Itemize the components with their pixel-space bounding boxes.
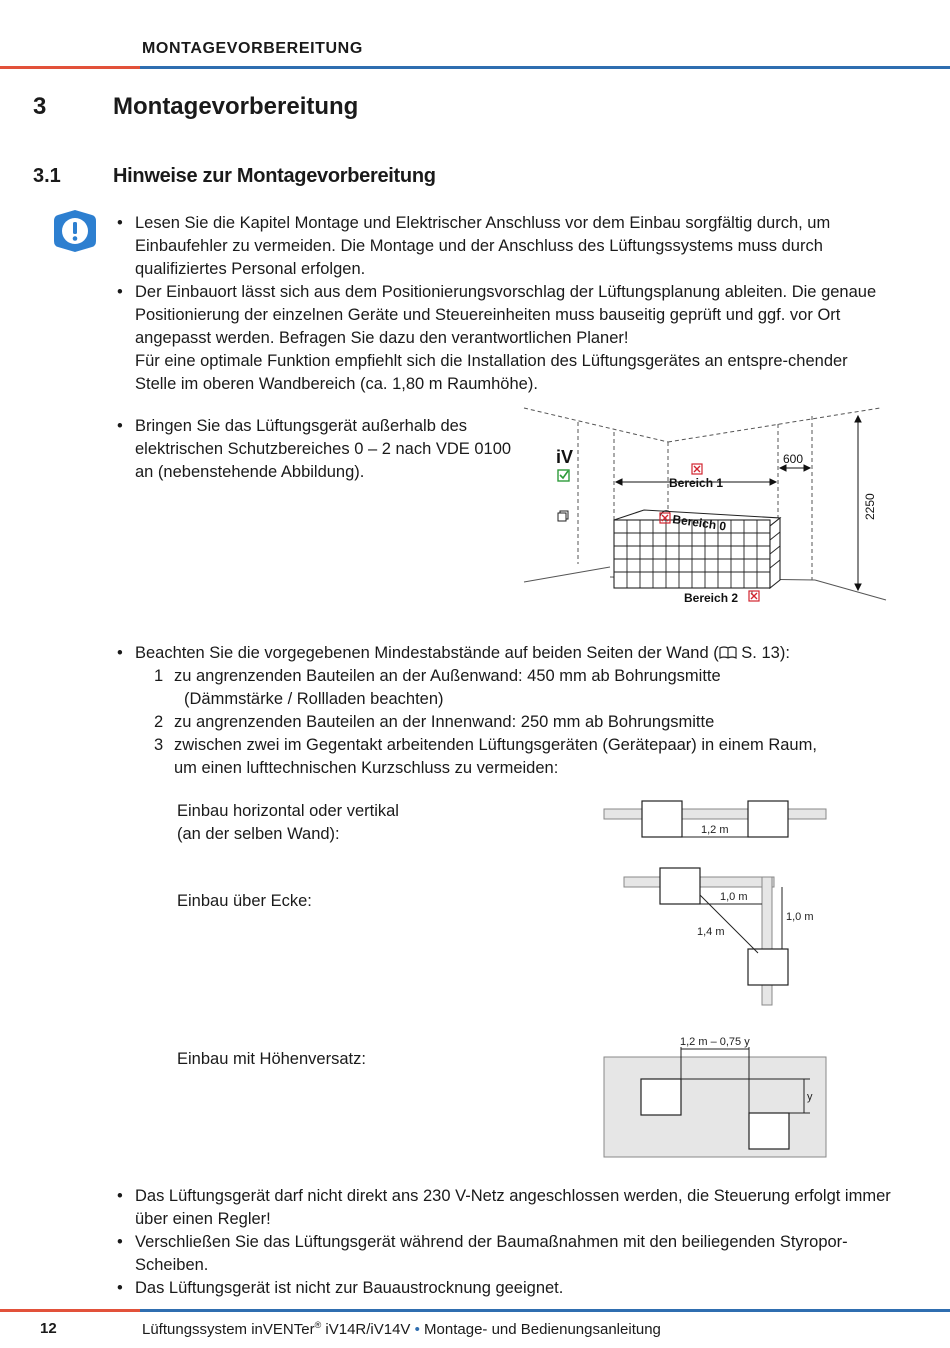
install-offset-diagram: [600, 1033, 832, 1163]
list-item: • Beachten Sie die vorgegebenen Mindestabstände auf beiden Seiten der Wand ( S. 13):: [113, 642, 903, 665]
list-item: 3 zwischen zwei im Gegentakt arbeitenden Lüftungsgeräten (Gerätepaar) in einem Raum,: [154, 736, 817, 754]
final-notes-list: [113, 1185, 903, 1300]
zone0-label: Bereich 0: [671, 512, 728, 534]
footer-rule-red: [0, 1309, 140, 1312]
section-number: 3.1: [33, 165, 61, 187]
header-rule-red: [0, 66, 140, 69]
footer-text: Lüftungssystem inVENTer® iV14R/iV14V • Montage- und Bedienungsanleitung: [142, 1320, 661, 1338]
list-item: 1 zu angrenzenden Bauteilen an der Außenwand: 450 mm ab Bohrungsmitte: [154, 667, 721, 685]
dim-width-label: 600: [783, 452, 804, 466]
dim-label: 1,4 m: [697, 926, 725, 938]
footer-rule-blue: [140, 1309, 950, 1312]
zone1-label: Bereich 1: [669, 476, 724, 490]
install-horizontal-label: Einbau horizontal oder vertikal (an der selben Wand):: [177, 802, 399, 843]
notes-list: [113, 212, 883, 396]
distances-block: [113, 642, 903, 780]
check-icon: [558, 470, 569, 481]
list-item-sub: um einen lufttechnischen Kurzschluss zu vermeiden:: [174, 759, 559, 777]
install-offset-label: Einbau mit Höhenversatz:: [177, 1050, 366, 1068]
section-title: Hinweise zur Montagevorbereitung: [113, 165, 436, 187]
list-item: 2 zu angrenzenden Bauteilen an der Innenwand: 250 mm ab Bohrungsmitte: [154, 713, 715, 731]
bathroom-note: [113, 415, 513, 484]
install-horizontal-diagram: [600, 795, 832, 845]
list-item: • Lesen Sie die Kapitel Montage und Elektrischer Anschluss vor dem Einbau sorgfältig durch, um Einbaufehler zu vermeiden. Die Montage und der Anschluss des Lüftungssystems muss durch qualifiziertes Personal erfolgen.: [113, 212, 883, 281]
install-corner-diagram: [620, 865, 830, 1010]
dim-label: y: [807, 1091, 813, 1103]
dim-height-label: 2250: [863, 493, 877, 520]
chapter-title: Montagevorbereitung: [113, 93, 359, 120]
dim-label: 1,0 m: [786, 911, 814, 923]
chapter-number: 3: [33, 93, 47, 120]
list-item: • Der Einbauort lässt sich aus dem Positionierungsvorschlag der Lüftungsplanung ableiten. Die genaue Positionierung der einzelnen Geräte und Steuereinheiten muss bauseitig geprüft und ggf. vor Ort angepasst werden. Befragen Sie dazu den verantwortlichen Planer! Für eine optimale Funktion empfiehlt sich die Installation des Lüftungsgerätes an entspre-chender Stelle im oberen Wandbereich (ca. 1,80 m Raumhöhe).: [113, 281, 883, 396]
install-corner-label: Einbau über Ecke:: [177, 892, 312, 910]
device-small-icon: [558, 511, 568, 521]
cross-icon: [749, 591, 759, 601]
list-item-sub: (Dämmstärke / Rollladen beachten): [184, 690, 444, 708]
dim-label: 1,2 m – 0,75 y: [680, 1036, 750, 1048]
bathroom-zone-figure: [520, 402, 890, 607]
cross-icon: [692, 464, 702, 474]
list-item: • Das Lüftungsgerät darf nicht direkt ans 230 V-Netz angeschlossen werden, die Steuerung erfolgt immer über einen Regler!: [113, 1185, 903, 1231]
list-item: • Bringen Sie das Lüftungsgerät außerhalb des elektrischen Schutzbereiches 0 – 2 nach VDE 0100 an (nebenstehende Abbildung).: [113, 415, 513, 484]
running-header: MONTAGEVORBEREITUNG: [142, 40, 363, 57]
page-number: 12: [40, 1320, 57, 1337]
dim-label: 1,0 m: [720, 891, 748, 903]
iv-label: iV: [556, 447, 574, 467]
header-rule-blue: [140, 66, 950, 69]
list-item: • Das Lüftungsgerät ist nicht zur Bauaustrocknung geeignet.: [113, 1277, 903, 1300]
list-item: • Verschließen Sie das Lüftungsgerät während der Baumaßnahmen mit den beiliegenden Styropor-Scheiben.: [113, 1231, 903, 1277]
book-icon: [719, 646, 737, 659]
zone2-label: Bereich 2: [684, 591, 739, 605]
dim-label: 1,2 m: [701, 824, 729, 836]
info-exclamation-icon: [52, 208, 98, 254]
distances-intro: [113, 642, 903, 665]
